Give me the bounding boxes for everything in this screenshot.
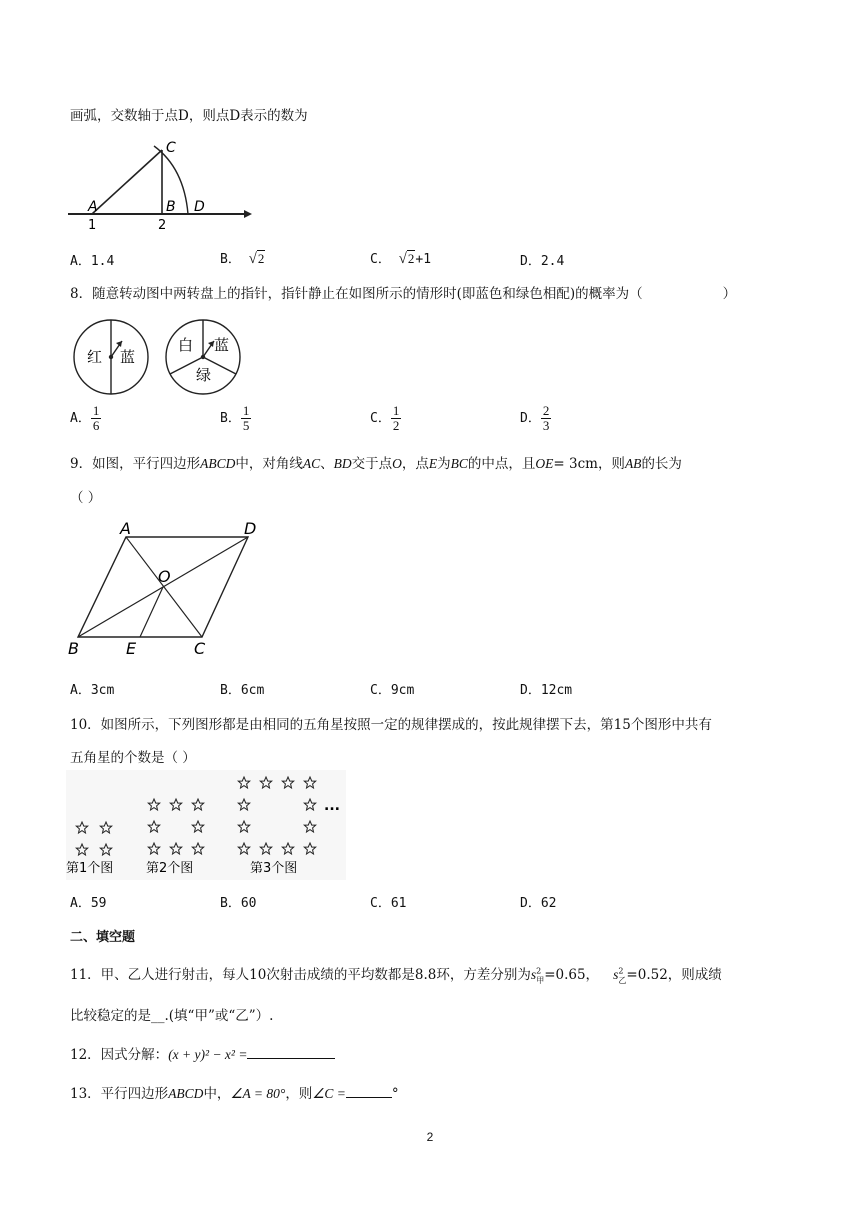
q11-text-2: 比较稳定的是__.(填“甲”或“乙”）. xyxy=(70,1008,274,1024)
tick-2: 2 xyxy=(158,218,167,232)
segment-ac xyxy=(92,150,162,214)
label-o: O xyxy=(158,567,171,586)
section-heading: 二、填空题 xyxy=(70,930,136,945)
q12-text: 12．因式分解：(x + y)² − x² = xyxy=(70,1043,335,1063)
caption-2: 第2个图 xyxy=(146,861,194,876)
q9-option-d[interactable]: D．12cm xyxy=(520,683,573,698)
page-number: 2 xyxy=(426,1130,434,1144)
label-b: B xyxy=(166,199,176,215)
q9-text: 9．如图，平行四边形ABCD中，对角线AC、BD交于点O，点E为BC的中点，且OE= 3cm，则AB的长为 xyxy=(70,456,682,472)
q9-option-a[interactable]: A．3cm xyxy=(70,683,115,698)
q9-option-b[interactable]: B．6cm xyxy=(220,683,265,698)
label-c: C xyxy=(194,639,206,658)
q8-option-d[interactable]: D． $\frac{2}{3}$ xyxy=(520,403,550,433)
label-d: D xyxy=(244,520,257,538)
label-a: A xyxy=(120,520,131,538)
caption-3: 第3个图 xyxy=(250,861,298,876)
q9-figure xyxy=(66,520,266,660)
arrow-head xyxy=(244,210,252,218)
q10-option-c[interactable]: C．61 xyxy=(370,896,407,911)
q7-text: 画弧，交数轴于点D，则点D表示的数为 xyxy=(70,108,308,124)
q7-option-d[interactable]: D．2.4 xyxy=(520,254,565,269)
q8-text: 8．随意转动图中两转盘上的指针，指针静止在如图所示的情形时(即蓝色和绿色相配)的概率为（ ） xyxy=(70,286,737,302)
label-d: D xyxy=(194,199,205,215)
label-a: A xyxy=(88,199,98,215)
ellipsis: ... xyxy=(324,798,340,814)
wheel-2-green: 绿 xyxy=(196,366,212,384)
q13-text: 13．平行四边形ABCD中，∠A = 80°，则∠C = ° xyxy=(70,1086,399,1102)
sqrt-sign: √2 xyxy=(398,251,415,267)
segment-oe xyxy=(140,587,163,637)
q7-option-a[interactable]: A．1.4 xyxy=(70,254,115,269)
q10-text: 10．如图所示，下列图形都是由相同的五角星按照一定的规律摆成的，按此规律摆下去，第15个图形中共有 xyxy=(70,717,712,733)
q10-text-2: 五角星的个数是（ ） xyxy=(70,750,196,766)
q7-option-b[interactable]: B． √2 xyxy=(220,251,265,267)
q9-option-c[interactable]: C．9cm xyxy=(370,683,415,698)
wheel-2-blue: 蓝 xyxy=(214,336,230,354)
q8-option-b[interactable]: B． $\frac{1}{5}$ xyxy=(220,403,250,433)
q10-figure xyxy=(66,770,346,880)
q7-option-c[interactable]: C． √2+1 xyxy=(370,251,432,267)
answer-blank[interactable] xyxy=(346,1097,392,1098)
label-b: B xyxy=(68,639,79,658)
answer-blank[interactable] xyxy=(247,1058,335,1059)
sqrt-sign: √2 xyxy=(248,251,265,267)
q11-text: 11．甲、乙人进行射击，每人10次射击成绩的平均数都是8.8环，方差分别为$s^2_甲=0.65$， $s^2_乙=0.52$，则成绩 xyxy=(70,966,722,985)
label-e: E xyxy=(126,639,137,658)
q8-figure xyxy=(72,316,248,400)
wheel-2-white: 白 xyxy=(178,336,194,354)
q10-option-b[interactable]: B．60 xyxy=(220,896,257,911)
q10-option-d[interactable]: D．62 xyxy=(520,896,557,911)
q7-figure xyxy=(66,136,256,232)
caption-1: 第1个图 xyxy=(66,861,114,876)
label-c: C xyxy=(166,140,176,156)
wheel-1-blue: 蓝 xyxy=(120,348,136,366)
q8-option-c[interactable]: C． $\frac{1}{2}$ xyxy=(370,403,400,433)
q10-option-a[interactable]: A．59 xyxy=(70,896,107,911)
tick-1: 1 xyxy=(88,218,97,232)
wheel-1-red: 红 xyxy=(87,348,103,366)
q8-option-a[interactable]: A． $\frac{1}{6}$ xyxy=(70,403,100,433)
q9-bracket: （ ） xyxy=(70,490,102,506)
